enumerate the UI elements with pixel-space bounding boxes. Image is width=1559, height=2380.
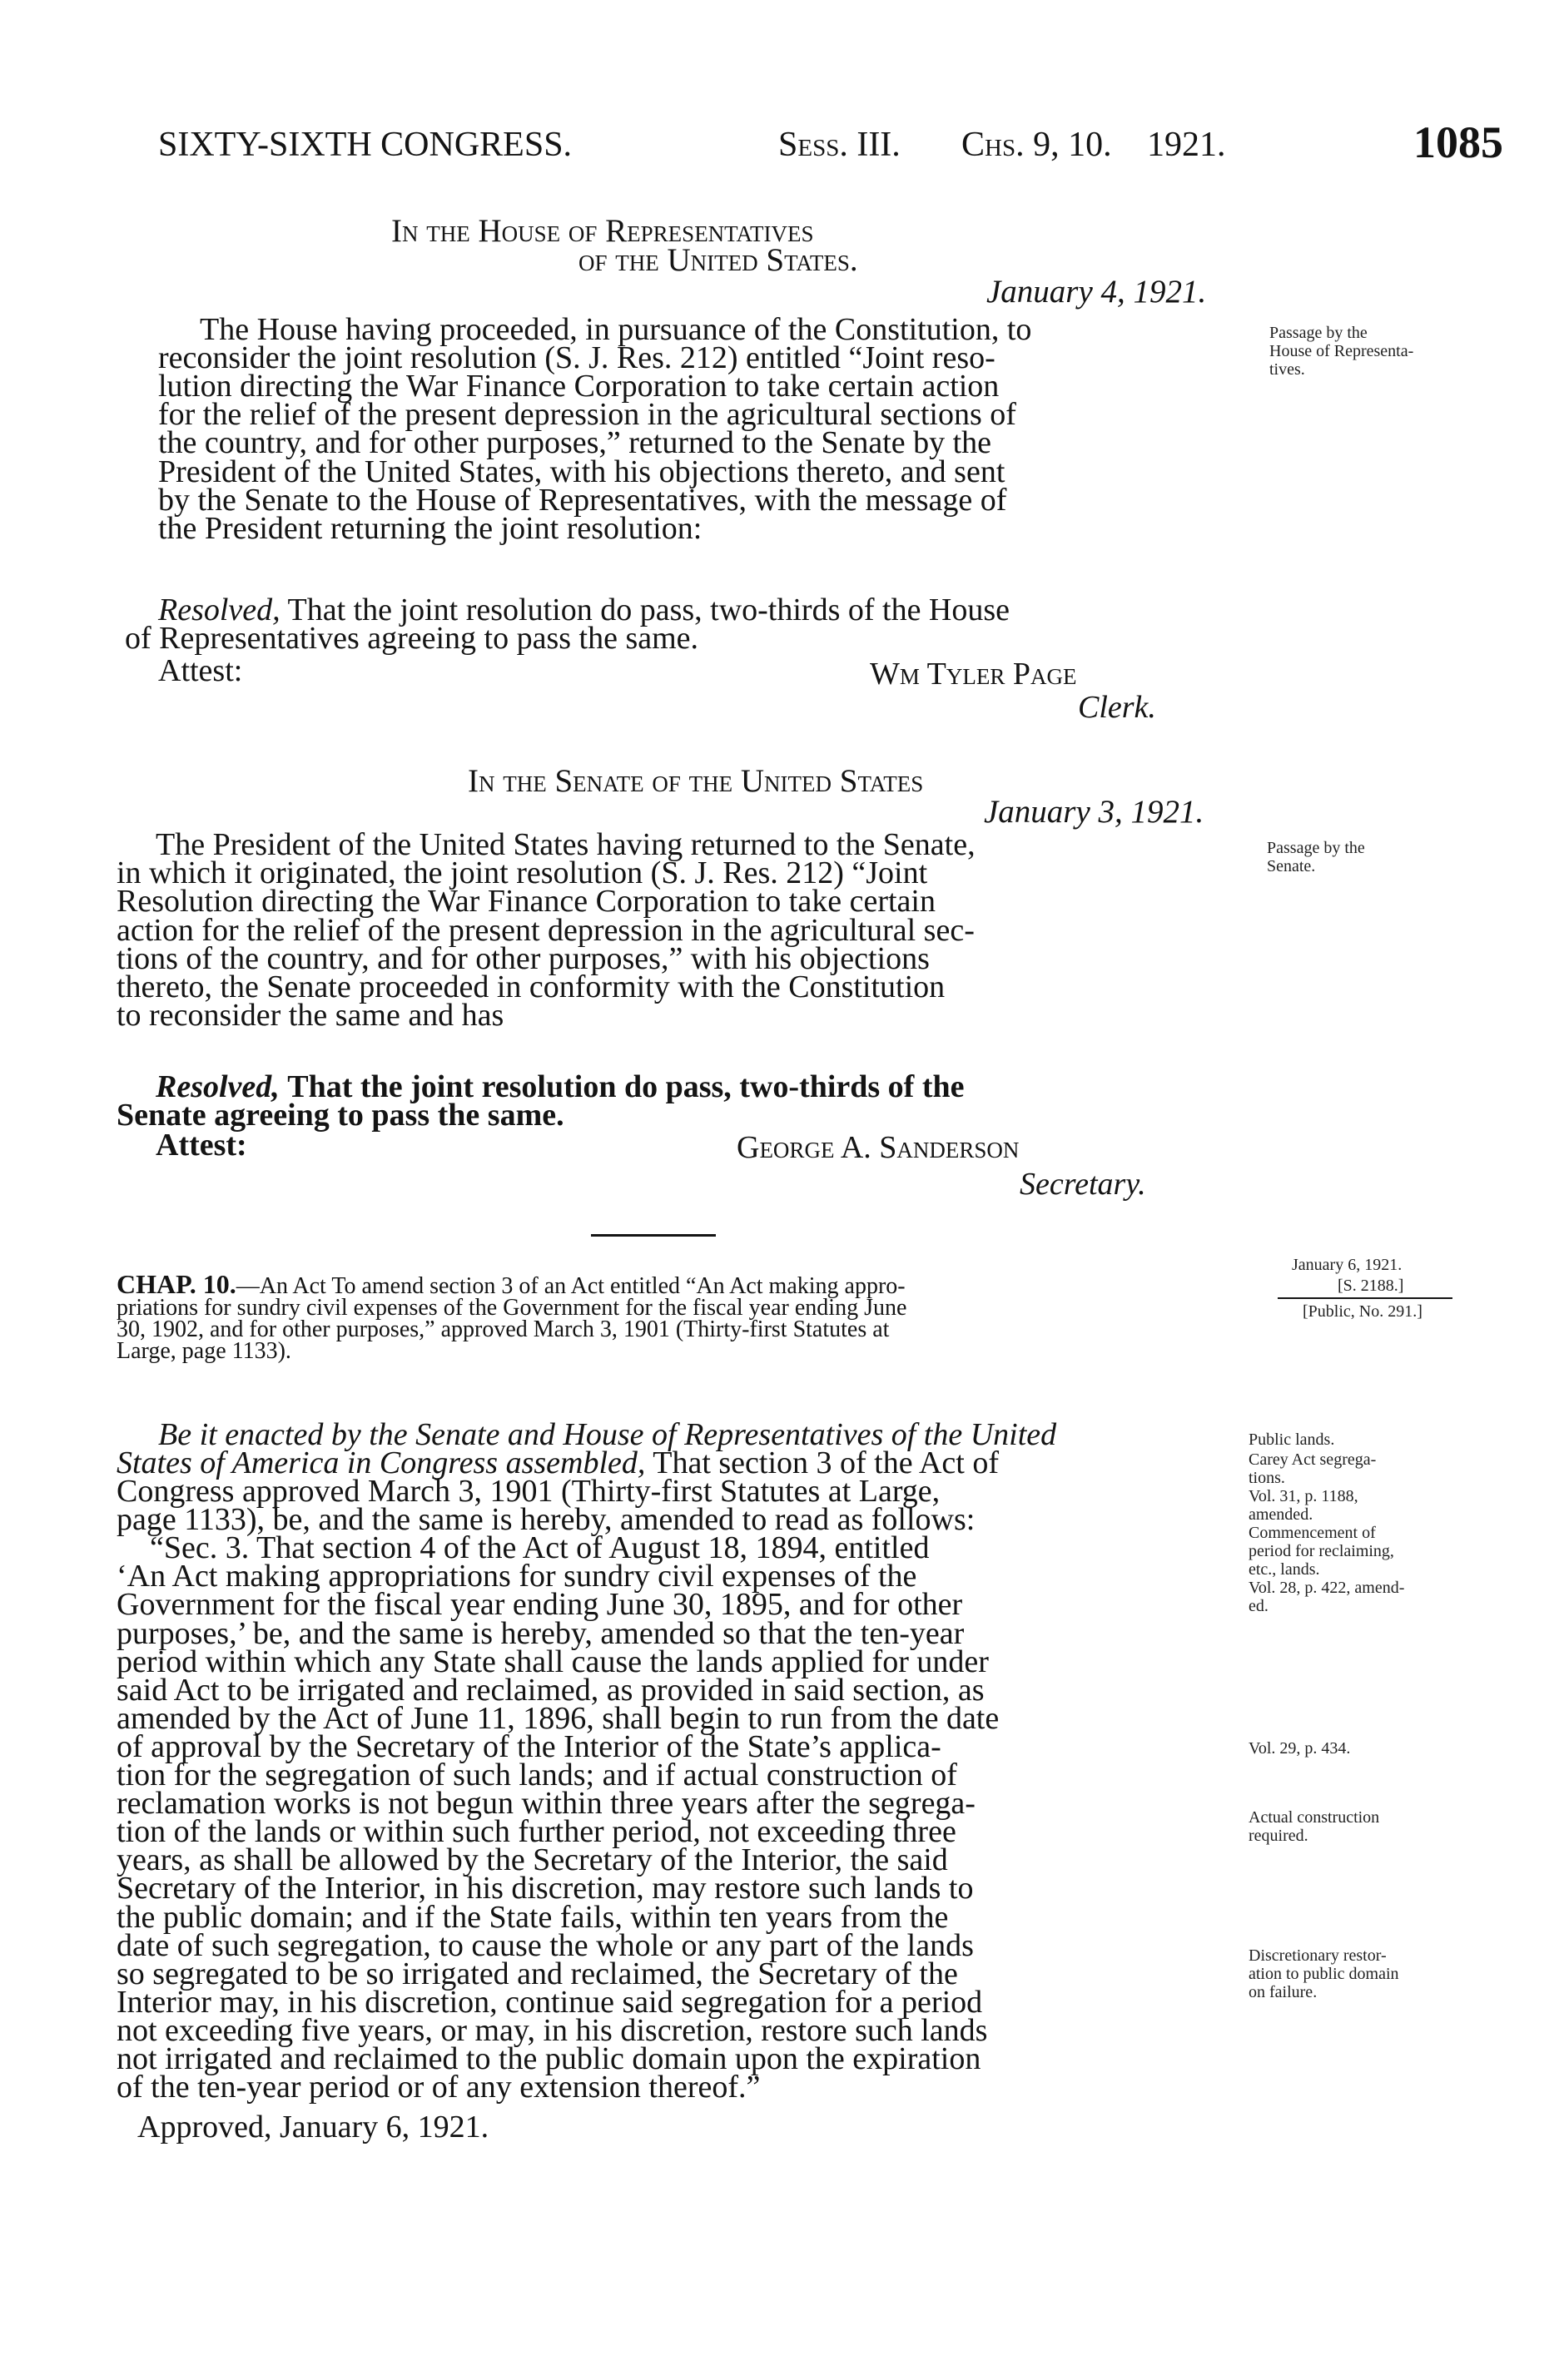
year-label: 1921. bbox=[1147, 126, 1226, 164]
enacting-clause-line-1: Be it enacted by the Senate and House of Representatives of the United bbox=[158, 1417, 1057, 1452]
margin-note-line: Passage by the bbox=[1269, 324, 1368, 342]
chapter-body-line: the public domain; and if the State fails, within ten years from the bbox=[117, 1899, 949, 1935]
margin-note-line: Commencement of bbox=[1249, 1524, 1376, 1542]
margin-note-senate-passage bbox=[1267, 838, 1517, 888]
senate-signer: George A. Sanderson bbox=[737, 1130, 1020, 1165]
margin-note-line: Vol. 29, p. 434. bbox=[1249, 1739, 1351, 1758]
house-paragraph-line: lution directing the War Finance Corporation to take certain action bbox=[158, 369, 1000, 404]
margin-note-actual-construction bbox=[1249, 1807, 1515, 1857]
chapter-body-line: reclamation works is not begun within three years after the segrega- bbox=[117, 1786, 976, 1822]
house-paragraph bbox=[158, 312, 1224, 549]
margin-note-line: ation to public domain bbox=[1249, 1965, 1399, 1983]
senate-paragraph-line: in which it originated, the joint resolution (S. J. Res. 212) “Joint bbox=[117, 855, 928, 891]
senate-paragraph-line: The President of the United States having returned to the Senate, bbox=[156, 827, 976, 862]
senate-resolved-line-1: Resolved, That the joint resolution do pass, two-thirds of the bbox=[156, 1069, 965, 1104]
chapter-title-line: 30, 1902, and for other purposes,” approved March 3, 1901 (Thirty-first Statutes at bbox=[117, 1316, 890, 1342]
margin-note-house-passage bbox=[1269, 323, 1519, 389]
margin-approval-date: January 6, 1921. bbox=[1292, 1256, 1403, 1274]
margin-note-line: Actual construction bbox=[1249, 1808, 1380, 1827]
margin-note-discretionary-restoration bbox=[1249, 1946, 1515, 2012]
margin-note-line: etc., lands. bbox=[1249, 1560, 1320, 1579]
chapter-body-line: Government for the fiscal year ending June 30, 1895, and for other bbox=[117, 1587, 963, 1623]
house-paragraph-line: The House having proceeded, in pursuance of the Constitution, to bbox=[200, 312, 1032, 347]
chapter-body-line: tion for the segregation of such lands; and if actual construction of bbox=[117, 1758, 957, 1792]
senate-paragraph-line: Resolution directing the War Finance Corporation to take certain bbox=[117, 884, 936, 920]
page-number: 1085 bbox=[1413, 117, 1503, 167]
chapter-body-line: purposes,’ be, and the same is hereby, amended so that the ten-year bbox=[117, 1615, 965, 1651]
house-resolved-line-2: of Representatives agreeing to pass the same. bbox=[125, 621, 699, 656]
house-paragraph-line: President of the United States, with his objections thereto, and sent bbox=[158, 454, 1005, 489]
house-signer: Wm Tyler Page bbox=[870, 657, 1077, 692]
house-heading-line-1: In the House of Representatives bbox=[391, 213, 814, 249]
margin-note-line: on failure. bbox=[1249, 1983, 1318, 2001]
margin-note-line: Passage by the bbox=[1267, 839, 1365, 857]
chapter-body-line: of the ten-year period or of any extension thereof.” bbox=[117, 2070, 761, 2105]
house-paragraph-line: the President returning the joint resolution: bbox=[158, 510, 703, 546]
chapter-body-line: ‘An Act making appropriations for sundry civil expenses of the bbox=[117, 1559, 917, 1594]
house-signer-title: Clerk. bbox=[1078, 690, 1156, 725]
congress-title: SIXTY-SIXTH CONGRESS. bbox=[158, 126, 573, 164]
chapter-body-line: date of such segregation, to cause the whole or any part of the lands bbox=[117, 1927, 974, 1963]
house-paragraph-line: reconsider the joint resolution (S. J. Res. 212) entitled “Joint reso- bbox=[158, 340, 995, 376]
chapter-title-line: CHAP. 10.—An Act To amend section 3 of an Act entitled “An Act making appro- bbox=[117, 1269, 906, 1299]
house-paragraph-line: for the relief of the present depression in the agricultural sections of bbox=[158, 397, 1016, 433]
house-paragraph-line: the country, and for other purposes,” returned to the Senate by the bbox=[158, 425, 992, 461]
chapter-body-line: tion of the lands or within such further period, not exceeding three bbox=[117, 1814, 956, 1850]
chapter-title-line: Large, page 1133). bbox=[117, 1338, 291, 1364]
margin-note-line: Discretionary restor- bbox=[1249, 1946, 1387, 1965]
margin-note-vol-29 bbox=[1249, 1738, 1515, 1763]
chapter-label: CHAP. 10. bbox=[117, 1269, 236, 1299]
enacting-clause-line-2: States of America in Congress assembled, That section 3 of the Act of bbox=[117, 1445, 1000, 1480]
senate-resolved-line-2: Senate agreeing to pass the same. bbox=[117, 1098, 564, 1133]
senate-paragraph-line: action for the relief of the present depression in the agricultural sec- bbox=[117, 912, 975, 948]
senate-attest: Attest: bbox=[156, 1128, 247, 1163]
chapter-body-line: so segregated to be so irrigated and reclaimed, the Secretary of the bbox=[117, 1956, 958, 1991]
margin-bill-number: [S. 2188.] bbox=[1338, 1277, 1404, 1295]
senate-paragraph bbox=[117, 827, 1224, 1034]
chapter-body-line: years, as shall be allowed by the Secretary of the Interior, the said bbox=[117, 1842, 948, 1878]
margin-note-line: Senate. bbox=[1267, 857, 1316, 875]
margin-note-line: Public lands. bbox=[1249, 1430, 1335, 1449]
senate-paragraph-line: tions of the country, and for other purposes,” with his objections bbox=[117, 940, 930, 976]
margin-note-carey-act bbox=[1249, 1450, 1523, 1633]
session-label: Sess. III. bbox=[778, 126, 901, 164]
chapter-body-line: of approval by the Secretary of the Interior of the State’s applica- bbox=[117, 1728, 941, 1764]
margin-divider bbox=[1278, 1297, 1452, 1299]
house-heading-line-2: of the United States. bbox=[578, 242, 858, 278]
chapter-body-line: Congress approved March 3, 1901 (Thirty-first Statutes at Large, bbox=[117, 1474, 941, 1509]
chapter-body-line: period within which any State shall cause the lands applied for under bbox=[117, 1644, 989, 1679]
chapter-body-line: Interior may, in his discretion, continue said segregation for a period bbox=[117, 1984, 983, 2020]
chapter-title bbox=[117, 1269, 1232, 1373]
senate-heading: In the Senate of the United States bbox=[468, 763, 924, 799]
margin-public-number: [Public, No. 291.] bbox=[1303, 1302, 1422, 1321]
chapters-label: Chs. 9, 10. bbox=[961, 126, 1112, 164]
section-divider bbox=[591, 1234, 716, 1237]
senate-signer-title: Secretary. bbox=[1020, 1167, 1146, 1202]
margin-note-line: amended. bbox=[1249, 1505, 1313, 1524]
house-date: January 4, 1921. bbox=[986, 274, 1207, 310]
margin-note-line: tions. bbox=[1249, 1469, 1285, 1487]
chapter-body-line: said Act to be irrigated and reclaimed, as provided in said section, as bbox=[117, 1672, 985, 1708]
margin-note-line: Vol. 31, p. 1188, bbox=[1249, 1487, 1358, 1505]
margin-note-line: Carey Act segrega- bbox=[1249, 1450, 1377, 1469]
margin-note-line: required. bbox=[1249, 1827, 1308, 1845]
chapter-body-line: not irrigated and reclaimed to the public domain upon the expiration bbox=[117, 2041, 981, 2076]
chapter-body-line: page 1133), be, and the same is hereby, amended to read as follows: bbox=[117, 1502, 976, 1538]
margin-note-line: period for reclaiming, bbox=[1249, 1542, 1394, 1560]
chapter-body bbox=[117, 1474, 1224, 2110]
chapter-body-line: amended by the Act of June 11, 1896, shall begin to run from the date bbox=[117, 1700, 1000, 1736]
senate-paragraph-line: to reconsider the same and has bbox=[117, 998, 504, 1034]
senate-paragraph-line: thereto, the Senate proceeded in conformity with the Constitution bbox=[117, 969, 946, 1004]
chapter-body-line: Secretary of the Interior, in his discretion, may restore such lands to bbox=[117, 1871, 974, 1906]
chapter-body-line: “Sec. 3. That section 4 of the Act of August 18, 1894, entitled bbox=[150, 1530, 930, 1566]
chapter-body-line: not exceeding five years, or may, in his discretion, restore such lands bbox=[117, 2012, 988, 2048]
house-paragraph-line: by the Senate to the House of Representatives, with the message of bbox=[158, 482, 1007, 518]
house-attest: Attest: bbox=[158, 653, 243, 688]
approval-line: Approved, January 6, 1921. bbox=[137, 2110, 489, 2144]
margin-note-line: House of Representa- bbox=[1269, 342, 1414, 360]
house-resolved-line-1: Resolved, That the joint resolution do pass, two-thirds of the House bbox=[158, 593, 1010, 627]
senate-date: January 3, 1921. bbox=[984, 794, 1204, 830]
margin-note-line: ed. bbox=[1249, 1597, 1269, 1615]
chapter-title-line: priations for sundry civil expenses of the Government for the fiscal year ending June bbox=[117, 1295, 907, 1321]
margin-note-line: tives. bbox=[1269, 360, 1305, 379]
margin-note-line: Vol. 28, p. 422, amend- bbox=[1249, 1579, 1405, 1597]
